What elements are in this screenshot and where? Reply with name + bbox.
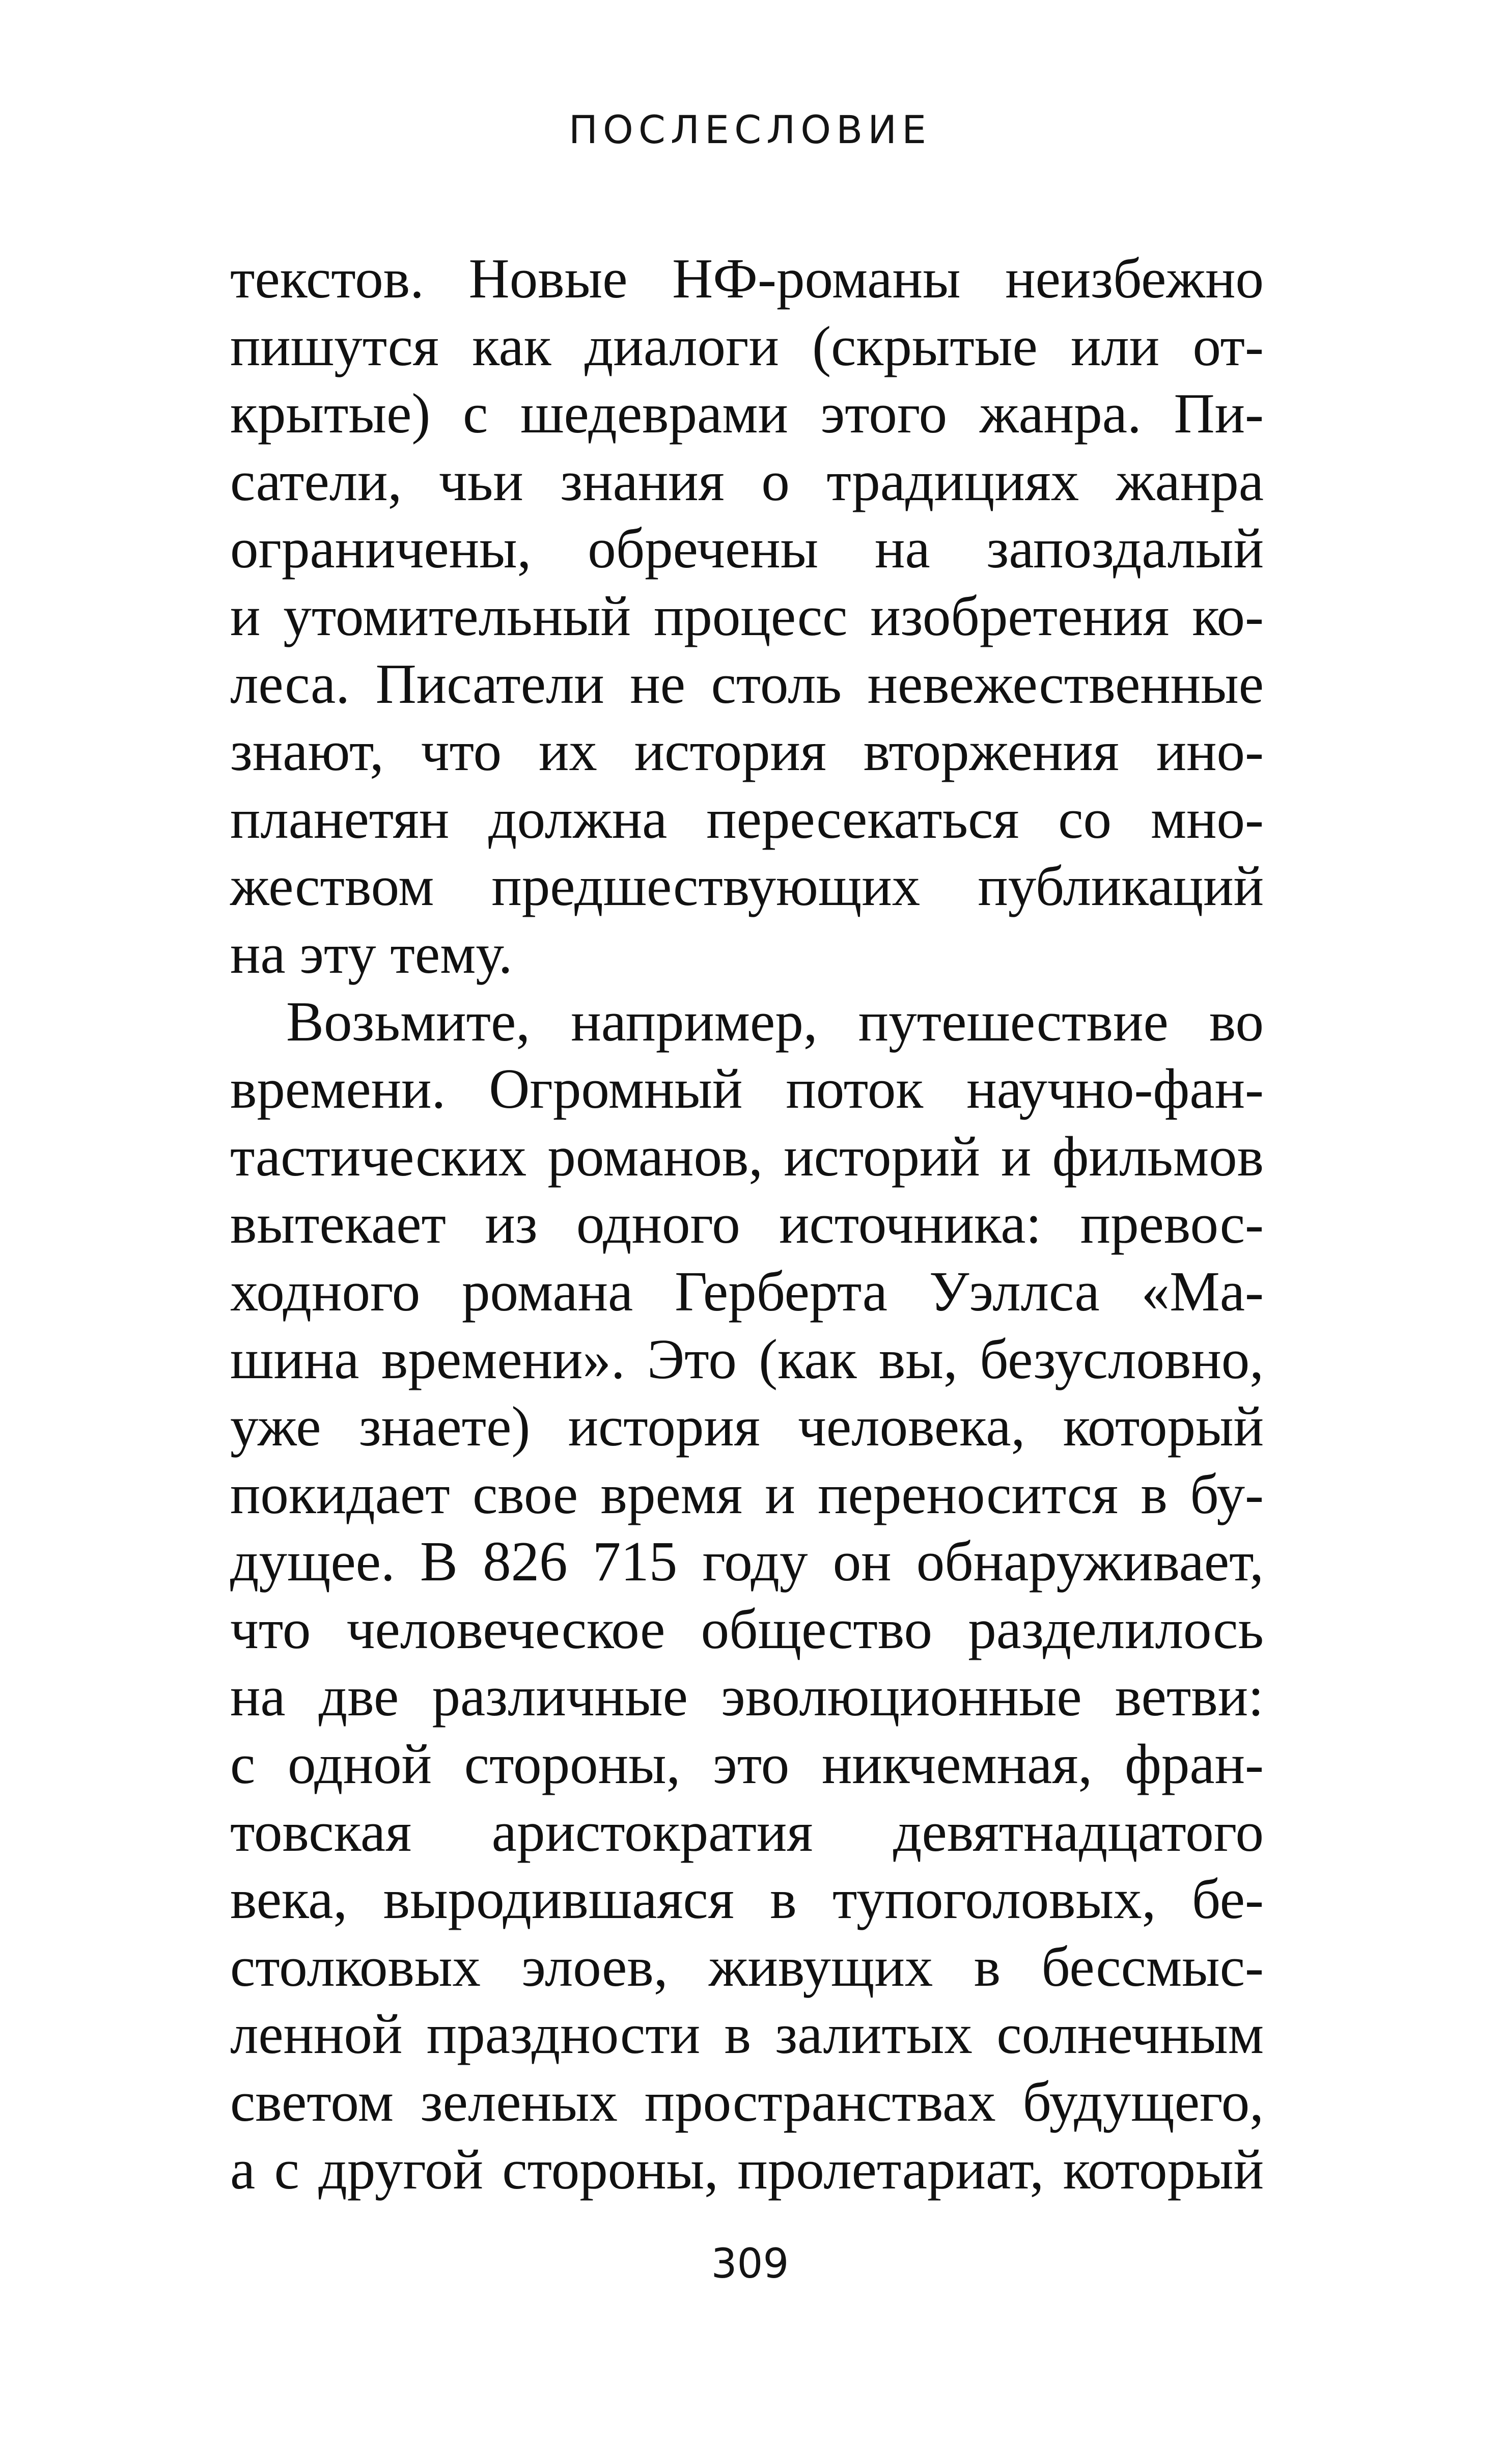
text-line: текстов. Новые НФ-романы неизбежно: [230, 248, 1264, 310]
text-line: Возьмите, например, путешествие во: [286, 990, 1264, 1053]
text-line: жеством предшествующих публикаций: [230, 855, 1264, 918]
text-line: шина времени». Это (как вы, безусловно,: [230, 1328, 1264, 1391]
paragraph-1: [230, 245, 1264, 989]
text-line: вытекает из одного источника: превос-: [230, 1193, 1264, 1256]
text-line: пишутся как диалоги (скрытые или от-: [230, 315, 1264, 378]
text-line: столковых элоев, живущих в бессмыс-: [230, 1935, 1264, 1998]
text-line: сатели, чьи знания о традициях жанра: [230, 450, 1264, 513]
text-line: ленной праздности в залитых солнечным: [230, 2003, 1264, 2066]
text-line: что человеческое общество разделилось: [230, 1598, 1264, 1661]
text-line: светом зеленых пространствах будущего,: [230, 2071, 1264, 2134]
text-line: товская аристократия девятнадцатого: [230, 1800, 1264, 1864]
page-number: 309: [711, 2240, 789, 2287]
text-line: покидает свое время и переносится в бу-: [230, 1463, 1264, 1526]
text-line: и утомительный процесс изобретения ко-: [230, 585, 1264, 648]
text-line: на эту тему.: [230, 922, 513, 985]
text-line: а с другой стороны, пролетариат, который: [230, 2138, 1264, 2201]
text-line: дущее. В 826 715 году он обнаруживает,: [230, 1530, 1264, 1594]
running-head: ПОСЛЕСЛОВИЕ: [568, 107, 932, 152]
text-line: на две различные эволюционные ветви:: [230, 1665, 1264, 1729]
text-line: с одной стороны, это никчемная, фран-: [230, 1733, 1264, 1796]
body-text: [230, 245, 1264, 2204]
text-line: уже знаете) история человека, который: [230, 1395, 1264, 1459]
text-line: тастических романов, историй и фильмов: [230, 1125, 1264, 1188]
text-line: знают, что их история вторжения ино-: [230, 720, 1264, 783]
text-line: ограничены, обречены на запоздалый: [230, 517, 1264, 581]
text-line: планетян должна пересекаться со мно-: [230, 787, 1264, 851]
text-line: ходного романа Герберта Уэллса «Ма-: [230, 1260, 1264, 1323]
text-line: времени. Огромный поток научно-фан-: [230, 1058, 1264, 1121]
paragraph-2: [230, 989, 1264, 2204]
text-line: крытые) с шедеврами этого жанра. Пи-: [230, 382, 1264, 446]
text-line: леса. Писатели не столь невежественные: [230, 652, 1264, 716]
text-line: века, выродившаяся в тупоголовых, бе-: [230, 1868, 1264, 1931]
